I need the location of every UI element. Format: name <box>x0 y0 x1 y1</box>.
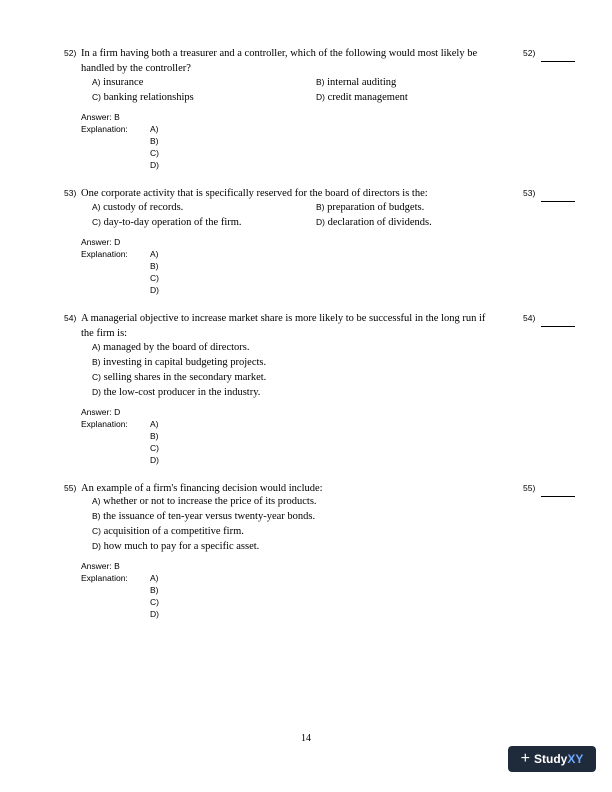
explanation-label: Explanation: <box>81 124 128 134</box>
explanation-letter: C) <box>150 148 159 158</box>
option-b: B) internal auditing <box>316 77 397 88</box>
explanation-label: Explanation: <box>81 573 128 583</box>
plus-icon: + <box>520 750 530 767</box>
option-a: A) custody of records. <box>92 202 184 213</box>
option-a: A) managed by the board of directors. <box>92 342 250 353</box>
explanation-letter: D) <box>150 160 159 170</box>
logo-brand-suffix: XY <box>567 752 584 766</box>
option-b: B) the issuance of ten-year versus twenty-year bonds. <box>92 511 316 522</box>
answer-blank-number: 53) <box>523 188 536 198</box>
explanation-letter: C) <box>150 443 159 453</box>
option-c: C) acquisition of a competitive firm. <box>92 526 244 537</box>
explanation-letter: A) <box>150 573 159 583</box>
explanation-letter: D) <box>150 285 159 295</box>
option-d: D) the low-cost producer in the industry. <box>92 387 261 398</box>
explanation-letter: C) <box>150 273 159 283</box>
explanation-letter: B) <box>150 431 159 441</box>
studyxy-logo[interactable] <box>508 746 596 772</box>
answer-key: Answer: B <box>81 112 120 122</box>
option-d: D) credit management <box>316 92 408 103</box>
explanation-letter: A) <box>150 419 159 429</box>
question-number: 52) <box>64 48 77 58</box>
answer-key: Answer: B <box>81 561 120 571</box>
answer-blank-line[interactable] <box>541 496 575 497</box>
option-d: D) how much to pay for a specific asset. <box>92 541 260 552</box>
explanation-letter: B) <box>150 585 159 595</box>
page-number: 14 <box>301 733 311 744</box>
answer-key: Answer: D <box>81 237 121 247</box>
answer-key: Answer: D <box>81 407 121 417</box>
answer-blank-line[interactable] <box>541 326 575 327</box>
option-a: A) insurance <box>92 77 144 88</box>
explanation-letter: A) <box>150 249 159 259</box>
question-text: A managerial objective to increase market share is more likely to be successful in the long run if the firm is: <box>81 313 486 339</box>
question-text: In a firm having both a treasurer and a controller, which of the following would most likely be handled by the controller? <box>81 48 478 74</box>
answer-blank-number: 54) <box>523 313 536 323</box>
answer-blank-line[interactable] <box>541 61 575 62</box>
option-b: B) preparation of budgets. <box>316 202 425 213</box>
question-text: One corporate activity that is specifically reserved for the board of directors is the: <box>81 188 428 199</box>
logo-brand: Study <box>533 752 568 766</box>
explanation-letter: D) <box>150 609 159 619</box>
option-c: C) banking relationships <box>92 92 194 103</box>
question-text: An example of a firm's financing decision would include: <box>81 483 323 494</box>
answer-blank-number: 55) <box>523 483 536 493</box>
explanation-label: Explanation: <box>81 249 128 259</box>
option-a: A) whether or not to increase the price of its products. <box>92 496 317 507</box>
option-c: C) selling shares in the secondary market. <box>92 372 267 383</box>
answer-blank-line[interactable] <box>541 201 575 202</box>
explanation-letter: D) <box>150 455 159 465</box>
question-number: 55) <box>64 483 77 493</box>
explanation-letter: A) <box>150 124 159 134</box>
explanation-letter: C) <box>150 597 159 607</box>
answer-blank-number: 52) <box>523 48 536 58</box>
question-number: 54) <box>64 313 77 323</box>
explanation-label: Explanation: <box>81 419 128 429</box>
option-b: B) investing in capital budgeting projects. <box>92 357 267 368</box>
explanation-letter: B) <box>150 136 159 146</box>
option-d: D) declaration of dividends. <box>316 217 432 228</box>
option-c: C) day-to-day operation of the firm. <box>92 217 242 228</box>
question-number: 53) <box>64 188 77 198</box>
explanation-letter: B) <box>150 261 159 271</box>
